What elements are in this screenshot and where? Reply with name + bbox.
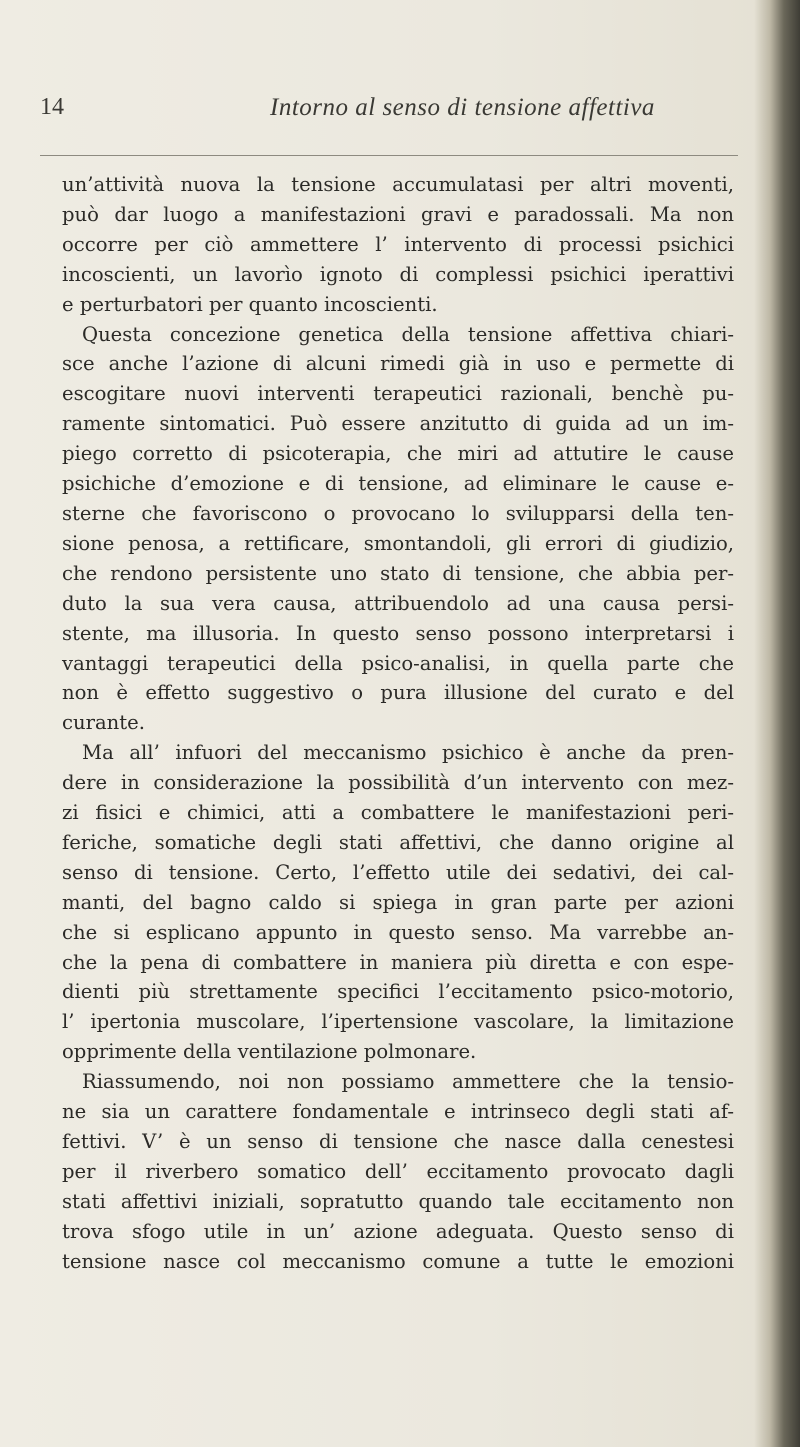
- text-line: sterne che favoriscono o provocano lo svilupparsi della ten-: [62, 501, 734, 525]
- text-line: sione penosa, a rettificare, smontandoli, gli errori di giudizio,: [62, 531, 734, 555]
- text-line: Questa concezione genetica della tensione affettiva chiari-: [82, 322, 734, 346]
- text-line: dienti più strettamente specifici l’eccitamento psico-motorio,: [62, 980, 734, 1004]
- text-line: curante.: [62, 711, 145, 735]
- text-line: può dar luogo a manifestazioni gravi e paradossali. Ma non: [62, 202, 734, 226]
- text-line: zi fisici e chimici, atti a combattere le manifestazioni peri-: [62, 801, 734, 825]
- text-line: occorre per ciò ammettere l’ intervento di processi psichici: [62, 232, 734, 256]
- text-line: Riassumendo, noi non possiamo ammettere che la tensio-: [82, 1070, 734, 1094]
- running-title: Intorno al senso di tensione affettiva: [270, 94, 655, 121]
- text-line: che la pena di combattere in maniera più diretta e con espe-: [62, 950, 734, 974]
- text-line: duto la sua vera causa, attribuendolo ad una causa persi-: [62, 591, 734, 615]
- text-line: stente, ma illusoria. In questo senso possono interpretarsi i: [62, 621, 734, 645]
- text-line: manti, del bagno caldo si spiega in gran parte per azioni: [62, 890, 734, 914]
- text-line: Ma all’ infuori del meccanismo psichico è anche da pren-: [82, 741, 734, 765]
- text-line: trova sfogo utile in un’ azione adeguata. Questo senso di: [62, 1219, 734, 1243]
- text-line: psichiche d’emozione e di tensione, ad eliminare le cause e-: [62, 472, 734, 496]
- text-line: feriche, somatiche degli stati affettivi, che danno origine al: [62, 830, 734, 854]
- text-line: sce anche l’azione di alcuni rimedi già in uso e permette di: [62, 352, 734, 376]
- text-line: incoscienti, un lavorìo ignoto di complessi psichici iperattivi: [62, 262, 734, 286]
- text-line: vantaggi terapeutici della psico-analisi, in quella parte che: [62, 651, 734, 675]
- text-line: per il riverbero somatico dell’ eccitamento provocato dagli: [62, 1159, 734, 1183]
- text-line: escogitare nuovi interventi terapeutici razionali, benchè pu-: [62, 382, 734, 406]
- running-header: [40, 94, 740, 134]
- text-line: stati affettivi iniziali, sopratutto quando tale eccitamento non: [62, 1189, 734, 1213]
- text-line: e perturbatori per quanto incoscienti.: [62, 292, 438, 316]
- text-line: fettivi. V’ è un senso di tensione che nasce dalla cenestesi: [62, 1130, 734, 1153]
- body-text: [62, 170, 734, 1277]
- page-number: 14: [40, 94, 64, 120]
- text-line: che rendono persistente uno stato di tensione, che abbia per-: [62, 561, 734, 585]
- text-line: l’ ipertonia muscolare, l’ipertensione vascolare, la limitazione: [62, 1010, 734, 1034]
- text-line: che si esplicano appunto in questo senso. Ma varrebbe an-: [62, 920, 734, 944]
- text-line: un’attività nuova la tensione accumulatasi per altri moventi,: [62, 173, 734, 196]
- text-line: tensione nasce col meccanismo comune a tutte le emozioni: [62, 1249, 734, 1273]
- text-line: dere in considerazione la possibilità d’un intervento con mez-: [62, 771, 734, 795]
- text-line: non è effetto suggestivo o pura illusione del curato e del: [62, 681, 734, 705]
- page-edge-shadow: [754, 0, 800, 1447]
- text-line: ramente sintomatici. Può essere anzitutto di guida ad un im-: [62, 412, 734, 436]
- text-line: ne sia un carattere fondamentale e intrinseco degli stati af-: [62, 1100, 734, 1124]
- text-line: piego corretto di psicoterapia, che miri ad attutire le cause: [62, 442, 734, 466]
- text-line: opprimente della ventilazione polmonare.: [62, 1040, 477, 1064]
- header-rule: [40, 155, 738, 156]
- text-line: senso di tensione. Certo, l’effetto utile dei sedativi, dei cal-: [62, 860, 734, 884]
